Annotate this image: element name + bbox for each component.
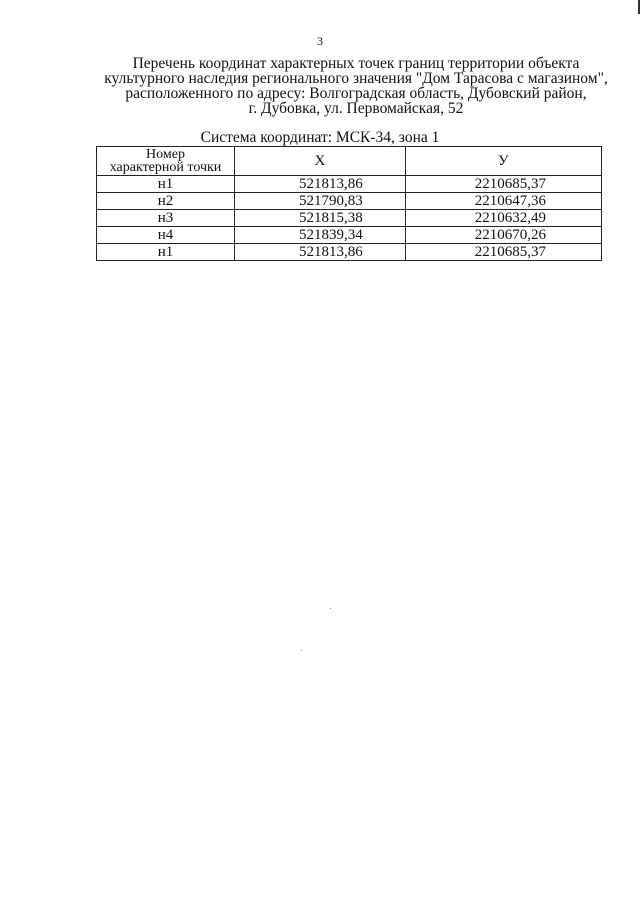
document-title [100,56,612,116]
cell-point: н1 [97,244,235,261]
coordinates-table [96,146,602,261]
table-row [97,227,602,244]
scan-speck [330,608,331,609]
table-row [97,210,602,227]
cell-y: 2210647,36 [405,193,601,210]
cell-point: н1 [97,176,235,193]
cell-y: 2210685,37 [405,244,601,261]
cell-y: 2210685,37 [405,176,601,193]
cell-x: 521815,38 [235,210,406,227]
coordinate-system-label: Система координат: МСК-34, зона 1 [200,129,440,146]
cell-x: 521813,86 [235,176,406,193]
cell-x: 521790,83 [235,193,406,210]
header-point-line-2: характерной точки [109,160,222,175]
cell-y: 2210670,26 [405,227,601,244]
cell-point: н2 [97,193,235,210]
header-y: У [405,147,601,176]
cell-point: н4 [97,227,235,244]
table-header-row [97,147,602,176]
cell-point: н3 [97,210,235,227]
table-row [97,176,602,193]
cell-y: 2210632,49 [405,210,601,227]
title-line-2: культурного наследия регионального значения "Дом Тарасова с магазином", [104,70,608,87]
table-row [97,193,602,210]
cell-x: 521839,34 [235,227,406,244]
title-line-4: г. Дубовка, ул. Первомайская, 52 [248,100,464,117]
cell-x: 521813,86 [235,244,406,261]
header-point-line-1: Номер [146,147,185,162]
header-point-number [97,147,235,176]
header-x: X [235,147,406,176]
scan-speck [301,650,302,651]
title-line-1: Перечень координат характерных точек границ территории объекта [132,55,580,72]
title-line-3: расположенного по адресу: Волгоградская область, Дубовский район, [125,85,587,102]
page-number: 3 [317,34,323,48]
table-row [97,244,602,261]
